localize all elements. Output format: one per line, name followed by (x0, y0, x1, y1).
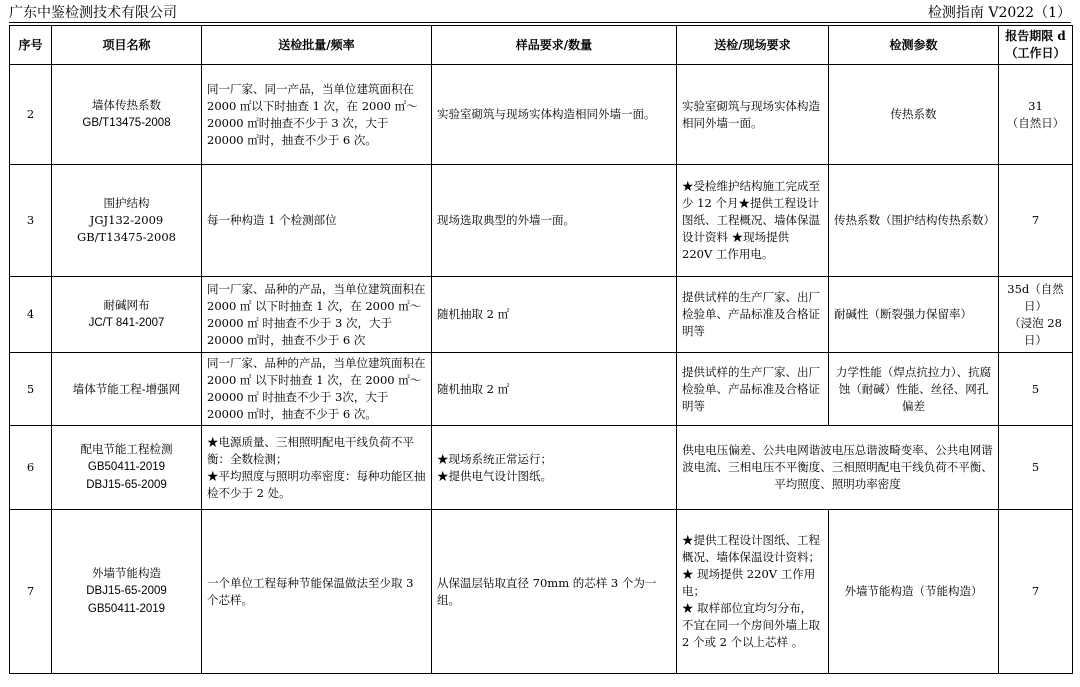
col-header-requirement: 送检/现场要求 (677, 26, 829, 65)
row-requirement: ★受检维护结构施工完成至少 12 个月★提供工程设计图纸、工程概况、墙体保温设计资料 ★现场提供 220V 工作用电。 (677, 165, 829, 277)
row-sample: 随机抽取 2 ㎡ (432, 277, 677, 353)
name-line: GB/T13475-2008 (77, 230, 176, 244)
row-requirement (677, 510, 829, 674)
sample-line: ★现场系统正常运行； (437, 451, 552, 466)
name-line: 配电节能工程检测 (80, 442, 173, 456)
table-row (10, 426, 1073, 510)
row-name (52, 510, 202, 674)
row-period (999, 65, 1073, 165)
row-no: 5 (10, 353, 52, 426)
row-period: 7 (999, 510, 1073, 674)
table-row (10, 277, 1073, 353)
col-header-no: 序号 (10, 26, 52, 65)
row-sample: 从保温层钻取直径 70mm 的芯样 3 个为一组。 (432, 510, 677, 674)
row-name (52, 426, 202, 510)
row-name (52, 277, 202, 353)
guide-version: 检测指南 V2022（1） (927, 5, 1071, 21)
col-header-sample: 样品要求/数量 (432, 26, 677, 65)
row-batch: 一个单位工程每种节能保温做法至少取 3 个芯样。 (202, 510, 432, 674)
row-batch: 每一种构造 1 个检测部位 (202, 165, 432, 277)
row-sample: 现场选取典型的外墙一面。 (432, 165, 677, 277)
row-no: 7 (10, 510, 52, 674)
table-row (10, 165, 1073, 277)
table-row (10, 510, 1073, 674)
company-name: 广东中鉴检测技术有限公司 (9, 5, 177, 21)
row-name (52, 65, 202, 165)
name-line: DBJ15-65-2009 (86, 585, 167, 597)
row-sample: 随机抽取 2 ㎡ (432, 353, 677, 426)
row-period: 5 (999, 426, 1073, 510)
row-name: 墙体节能工程-增强网 (52, 353, 202, 426)
row-params: 外墙节能构造（节能构造） (829, 510, 999, 674)
row-period (999, 277, 1073, 353)
row-no: 3 (10, 165, 52, 277)
name-line: DBJ15-65-2009 (86, 479, 167, 491)
row-no: 4 (10, 277, 52, 353)
row-sample: 实验室砌筑与现场实体构造相同外墙一面。 (432, 65, 677, 165)
table-row (10, 65, 1073, 165)
col-header-params: 检测参数 (829, 26, 999, 65)
col-header-period (999, 26, 1073, 65)
col-header-name: 项目名称 (52, 26, 202, 65)
name-line: GB/T13475-2008 (82, 117, 171, 129)
batch-line: ★电源质量、三相照明配电干线负荷不平衡：全数检测； (207, 434, 414, 466)
name-line: JC/T 841-2007 (88, 317, 165, 329)
row-name (52, 165, 202, 277)
row-params: 传热系数（围护结构传热系数） (829, 165, 999, 277)
table-header-row (10, 26, 1073, 65)
requirement-line: ★ 现场提供 220V 工作用电； (682, 567, 816, 598)
row-params: 传热系数 (829, 65, 999, 165)
requirement-line: ★ 取样部位宜均匀分布，不宜在同一个房间外墙上取 2 个或 2 个以上芯样 。 (682, 601, 820, 649)
period-line: 35d（自然日） (1007, 281, 1064, 313)
name-line: JGJ132-2009 (89, 213, 164, 227)
row-params: 供电电压偏差、公共电网谐波电压总谐波畸变率、公共电网谐波电流、三相电压不平衡度、三相照明配电干线负荷不平衡、平均照度、照明功率密度 (677, 426, 999, 510)
name-line: GB50411-2019 (87, 461, 166, 473)
name-line: 墙体传热系数 (92, 98, 161, 112)
row-requirement: 实验室砌筑与现场实体构造相同外墙一面。 (677, 65, 829, 165)
sample-line: ★提供电气设计图纸。 (437, 468, 552, 483)
requirement-line: ★提供工程设计图纸、工程概况、墙体保温设计资料； (682, 533, 820, 564)
row-period: 5 (999, 353, 1073, 426)
table-row (10, 353, 1073, 426)
period-header-line1: 报告期限 d (1005, 29, 1066, 43)
row-params: 力学性能（焊点抗拉力）、抗腐蚀（耐碱）性能、丝径、网孔偏差 (829, 353, 999, 426)
row-params: 耐碱性（断裂强力保留率） (829, 277, 999, 353)
period-line: 31 (1028, 98, 1043, 113)
name-line: 围护结构 (103, 196, 150, 210)
row-batch: 同一厂家、品种的产品，当单位建筑面积在 2000 ㎡ 以下时抽查 1 次，在 2000 ㎡～20000 ㎡ 时抽查不少于 3次，大于 20000 ㎡时，抽查不少于 6 次。 (202, 353, 432, 426)
row-period: 7 (999, 165, 1073, 277)
period-line: （自然日） (1006, 115, 1065, 130)
period-header-line2: （工作日） (1005, 46, 1066, 60)
name-line: 外墙节能构造 (92, 566, 161, 580)
batch-line: ★平均照度与照明功率密度：每种功能区抽检不少于 2 处。 (207, 468, 426, 500)
page-header (9, 0, 1071, 23)
row-no: 2 (10, 65, 52, 165)
row-batch: 同一厂家、品种的产品，当单位建筑面积在 2000 ㎡ 以下时抽查 1 次，在 2000 ㎡～20000 ㎡ 时抽查不少于 3 次，大于 20000 ㎡时，抽查不少于 6 次 (202, 277, 432, 353)
row-batch: 同一厂家、同一产品，当单位建筑面积在 2000 ㎡以下时抽查 1 次，在 2000 ㎡～20000 ㎡时抽查不少于 3 次，大于 20000 ㎡时，抽查不少于 6 次。 (202, 65, 432, 165)
col-header-batch: 送检批量/频率 (202, 26, 432, 65)
row-requirement: 提供试样的生产厂家、出厂检验单、产品标准及合格证明等 (677, 353, 829, 426)
row-no: 6 (10, 426, 52, 510)
row-batch (202, 426, 432, 510)
name-line: 耐碱网布 (103, 298, 150, 312)
name-line: GB50411-2019 (87, 603, 166, 615)
row-requirement: 提供试样的生产厂家、出厂检验单、产品标准及合格证明等 (677, 277, 829, 353)
row-sample (432, 426, 677, 510)
inspection-table (9, 25, 1073, 674)
period-line: （浸泡 28 日） (1009, 315, 1062, 347)
